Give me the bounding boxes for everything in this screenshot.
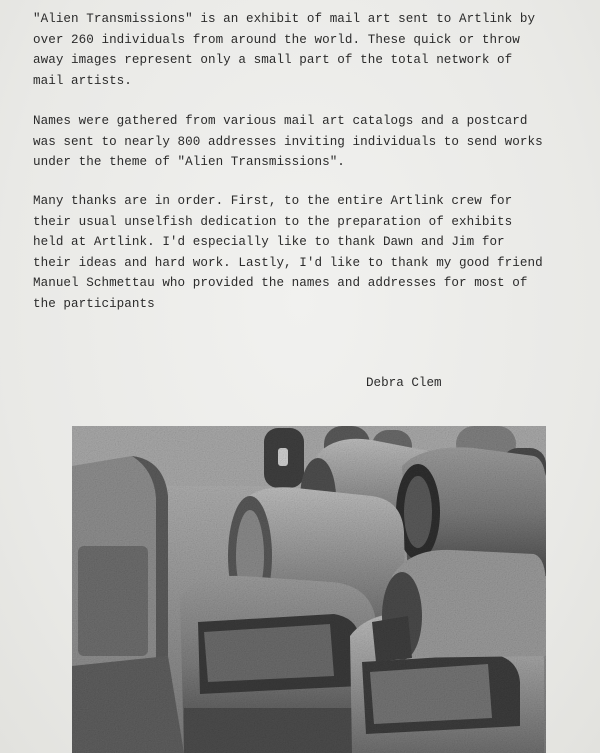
paragraph-names: Names were gathered from various mail art catalogs and a postcard was sent to nearly 800 addresses inviting individuals to send works under the theme of "Alien Transmissions". xyxy=(33,114,543,169)
paragraph-intro: "Alien Transmissions" is an exhibit of mail art sent to Artlink by over 260 individuals from around the world. These quick or throw away images represent only a small part of the total network of mail artists. xyxy=(33,12,536,88)
mailboxes-photo xyxy=(72,426,546,753)
paragraph-thanks: Many thanks are in order. First, to the entire Artlink crew for their usual unselfish dedication to the preparation of exhibits held at Artlink. I'd especially like to thank Dawn and Jim for their ideas and hard work. Lastly, I'd like to thank my good friend Manuel Schmettau who provided the names and addresses for most of the participants xyxy=(33,194,543,311)
signature: Debra Clem xyxy=(366,376,442,390)
